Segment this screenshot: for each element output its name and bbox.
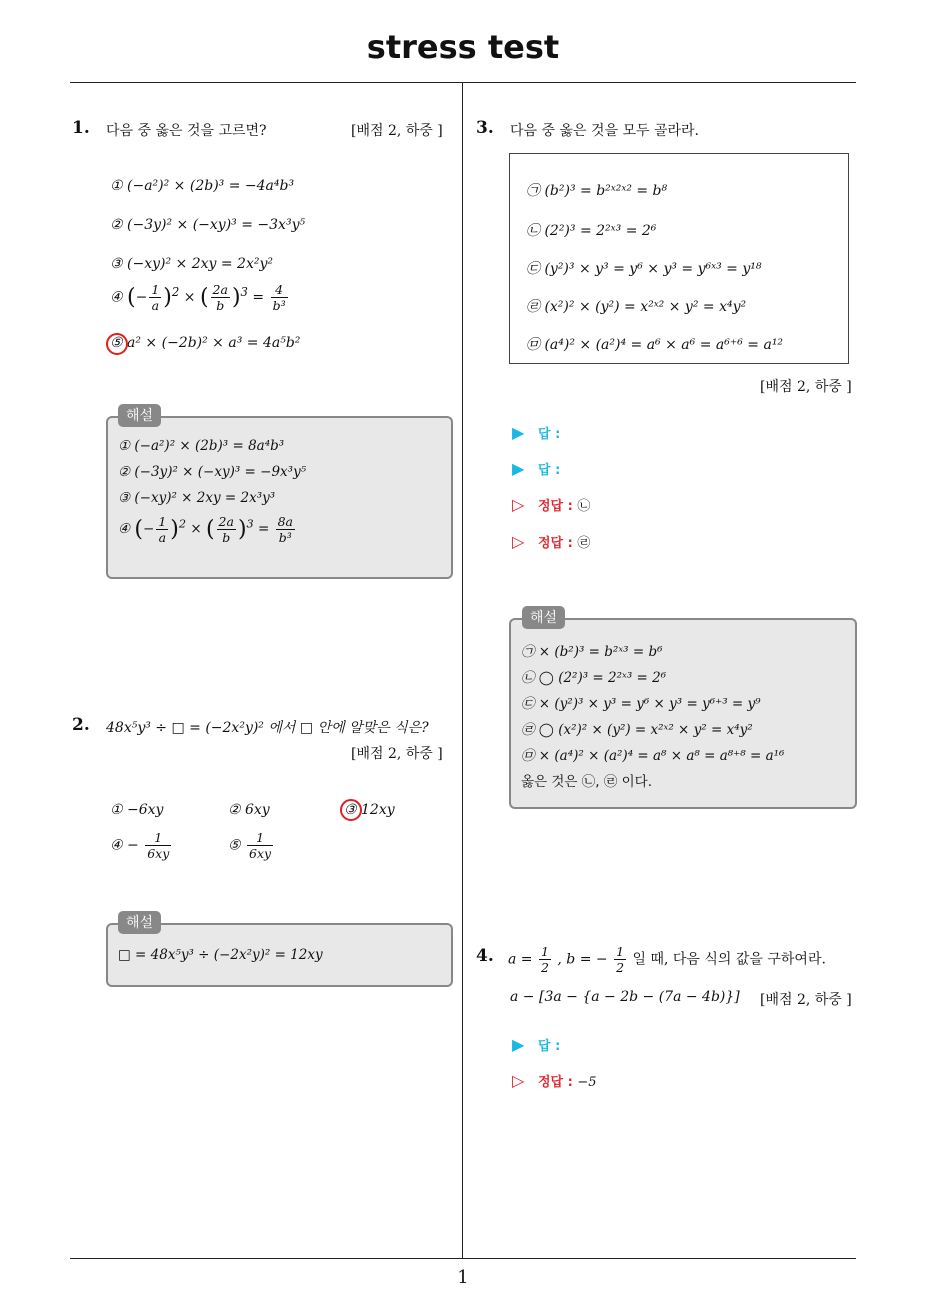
question-number: 1.: [72, 118, 90, 138]
answer-line[interactable]: ▶ 답 :: [512, 423, 561, 442]
outline-triangle-icon: ▷: [512, 532, 525, 551]
fraction: $\frac{4}{\text{b³}}$: [272, 282, 286, 313]
question-text: 48x⁵y³ ÷ □ = (−2x²y)² 에서 □ 안에 알맞은 식은?: [106, 720, 429, 736]
solution-line: ② (−3y)² × (−xy)³ = −9x³y⁵: [118, 464, 307, 480]
statement-box: [509, 153, 849, 364]
header-rule: [70, 82, 856, 83]
solution-box: [106, 416, 453, 579]
option-1[interactable]: ① (−a²)² × (2b)³ = −4a⁴b³: [110, 178, 295, 194]
option-4[interactable]: ④ − $\frac{1}{6xy}$: [110, 830, 170, 861]
score-label: [배점 2, 하중 ]: [760, 379, 852, 395]
option-5[interactable]: ⑤ a² × (−2b)² × a³ = 4a⁵b²: [110, 335, 301, 351]
statement-item: ㉢ (y²)³ × y³ = y⁶ × y³ = y⁶ˣ³ = y¹⁸: [526, 261, 762, 277]
page-number: 1: [457, 1267, 469, 1288]
solution-conclusion: 옳은 것은 ㉡, ㉣ 이다.: [521, 774, 652, 790]
outline-triangle-icon: ▷: [512, 495, 525, 514]
option-4-prefix: ④: [110, 289, 123, 306]
answer-line[interactable]: ▶ 답 :: [512, 459, 561, 478]
option-3[interactable]: ③ (−xy)² × 2xy = 2x²y²: [110, 256, 273, 272]
footer-rule: [70, 1258, 856, 1259]
page-title: stress test: [366, 28, 560, 66]
correct-answer-line: ▷ 정답 : −5: [512, 1071, 597, 1090]
solution-line: ㉢ × (y²)³ × y³ = y⁶ × y³ = y⁶⁺³ = y⁹: [521, 696, 761, 712]
selected-answer-circle: [106, 333, 128, 355]
solution-tag: 해설: [118, 404, 161, 427]
correct-answer-value: −5: [577, 1075, 597, 1090]
option-1[interactable]: ① −6xy: [110, 802, 164, 818]
solution-line: ㉠ × (b²)³ = b²ˣ³ = b⁶: [521, 644, 663, 660]
score-label: [배점 2, 하중 ]: [351, 746, 443, 762]
solution-line: ① (−a²)² × (2b)³ = 8a⁴b³: [118, 438, 285, 454]
question-number: 2.: [72, 715, 90, 735]
score-label: [배점 2, 하중 ]: [351, 123, 443, 139]
solution-line: ㉡ ◯ (2²)³ = 2²ˣ³ = 2⁶: [521, 670, 667, 686]
solution-line: ㉣ ◯ (x²)² × (y²) = x²ˣ² × y² = x⁴y²: [521, 722, 753, 738]
fraction: $\frac{2a}{b}$: [212, 282, 228, 313]
fraction: $\frac{1}{a}$: [151, 282, 160, 313]
option-2[interactable]: ② 6xy: [228, 802, 270, 818]
option-3[interactable]: ③ 12xy: [344, 802, 395, 818]
play-icon: ▶: [512, 1035, 525, 1054]
outline-triangle-icon: ▷: [512, 1071, 525, 1090]
score-label: [배점 2, 하중 ]: [760, 992, 852, 1008]
question-text: 다음 중 옳은 것을 모두 골라라.: [510, 123, 699, 139]
solution-box: [509, 618, 857, 809]
option-4[interactable]: ④ (− $\frac{1}{a}$ )$^2$ × ( $\frac{2a}{b}$ )$^3$ = $\frac{4}{\text{b³}}$: [110, 282, 286, 313]
answer-line[interactable]: ▶ 답 :: [512, 1035, 561, 1054]
correct-answer-line: ▷ 정답 : ㉡: [512, 495, 591, 514]
selected-answer-circle: [340, 799, 362, 821]
correct-answer-value: ㉣: [577, 536, 591, 551]
play-icon: ▶: [512, 423, 525, 442]
question-text: a = $\frac{1}{2}$ , b = − $\frac{1}{2}$ 일 때, 다음 식의 값을 구하여라.: [508, 944, 826, 975]
solution-line: ㉤ × (a⁴)² × (a²)⁴ = a⁸ × a⁸ = a⁸⁺⁸ = a¹⁶: [521, 748, 785, 764]
option-2[interactable]: ② (−3y)² × (−xy)³ = −3x³y⁵: [110, 217, 306, 233]
solution-line: ④ (− $\frac{1}{a}$ )$^2$ × ( $\frac{2a}{b}$ )$^3$ = $\frac{8a}{\text{b³}}$: [118, 514, 294, 545]
expression: a − [3a − {a − 2b − (7a − 4b)}]: [510, 989, 740, 1005]
solution-line: ③ (−xy)² × 2xy = 2x³y³: [118, 490, 276, 506]
statement-item: ㉡ (2²)³ = 2²ˣ³ = 2⁶: [526, 223, 657, 239]
question-text: 다음 중 옳은 것을 고르면?: [106, 123, 267, 139]
column-divider: [462, 83, 463, 1259]
option-5[interactable]: ⑤ $\frac{1}{6xy}$: [228, 830, 272, 861]
statement-item: ㉤ (a⁴)² × (a²)⁴ = a⁶ × a⁶ = a⁶⁺⁶ = a¹²: [526, 337, 784, 353]
solution-tag: 해설: [118, 911, 161, 934]
correct-answer-value: ㉡: [577, 499, 591, 514]
question-number: 3.: [476, 118, 494, 138]
solution-line: □ = 48x⁵y³ ÷ (−2x²y)² = 12xy: [118, 947, 323, 963]
correct-answer-line: ▷ 정답 : ㉣: [512, 532, 591, 551]
statement-item: ㉠ (b²)³ = b²ˣ²ˣ² = b⁸: [526, 183, 668, 199]
solution-tag: 해설: [522, 606, 565, 629]
statement-item: ㉣ (x²)² × (y²) = x²ˣ² × y² = x⁴y²: [526, 299, 747, 315]
play-icon: ▶: [512, 459, 525, 478]
question-number: 4.: [476, 946, 494, 966]
